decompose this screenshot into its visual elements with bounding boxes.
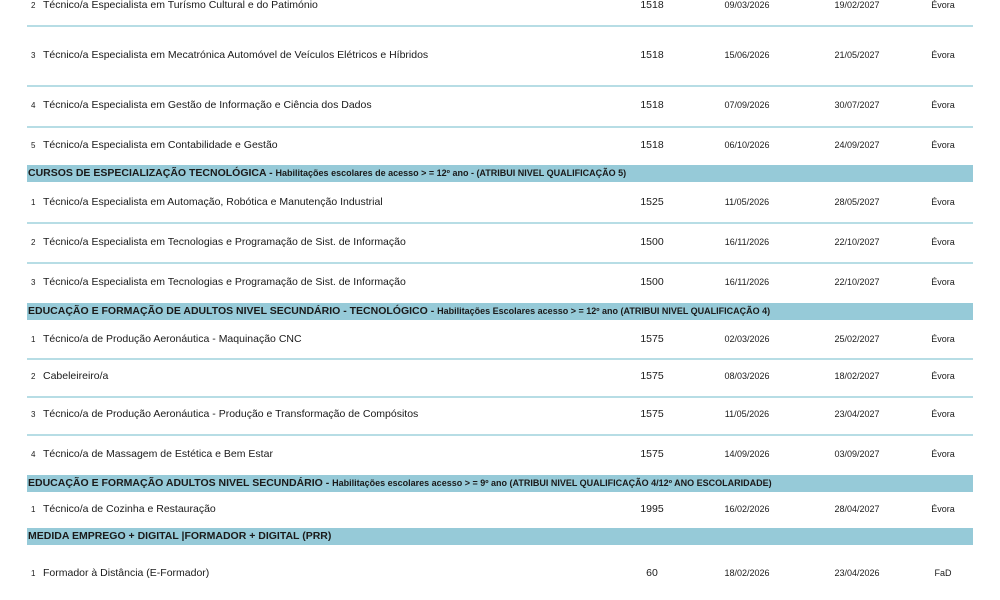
row-divider xyxy=(27,126,973,128)
table-row xyxy=(27,139,973,164)
table-row xyxy=(27,567,973,591)
row-number: 4 xyxy=(31,101,36,110)
row-number: 2 xyxy=(31,238,36,247)
row-divider xyxy=(27,396,973,398)
location: FaD xyxy=(934,568,952,578)
table-row xyxy=(27,370,973,400)
course-name: Técnico/a Especialista em Mecatrónica Automóvel de Veículos Elétricos e Híbridos xyxy=(43,49,429,61)
table-row xyxy=(27,503,973,527)
course-name: Técnico/a Especialista em Gestão de Informação e Ciência dos Dados xyxy=(43,99,372,111)
course-hours: 1500 xyxy=(640,236,664,248)
course-name: Técnico/a de Cozinha e Restauração xyxy=(43,503,216,515)
row-number: 2 xyxy=(31,372,36,381)
location: Évora xyxy=(931,277,955,287)
table-row xyxy=(27,0,973,27)
location: Évora xyxy=(931,504,955,514)
end-date: 23/04/2027 xyxy=(834,409,880,419)
row-number: 2 xyxy=(31,1,36,10)
course-hours: 1518 xyxy=(640,99,664,111)
end-date: 19/02/2027 xyxy=(834,0,880,10)
course-hours: 60 xyxy=(646,567,658,579)
row-divider xyxy=(27,85,973,87)
start-date: 07/09/2026 xyxy=(724,100,770,110)
course-name: Técnico/a Especialista em Automação, Robótica e Manutenção Industrial xyxy=(43,196,383,208)
row-number: 1 xyxy=(31,335,36,344)
location: Évora xyxy=(931,140,955,150)
row-number: 3 xyxy=(31,51,36,60)
table-row xyxy=(27,408,973,438)
section-title: EDUCAÇÃO E FORMAÇÃO DE ADULTOS NIVEL SECUNDÁRIO - TECNOLÓGICO - xyxy=(28,305,438,317)
section-detail: Habilitações escolares acesso > = 9º ano (ATRIBUI NIVEL QUALIFICAÇÃO 4/12º ANO ESCOLARIDADE) xyxy=(332,478,772,488)
end-date: 28/04/2027 xyxy=(834,504,880,514)
location: Évora xyxy=(931,334,955,344)
start-date: 11/05/2026 xyxy=(724,409,770,419)
section-header xyxy=(27,475,973,492)
course-hours: 1575 xyxy=(640,333,664,345)
end-date: 22/10/2027 xyxy=(834,277,880,287)
location: Évora xyxy=(931,197,955,207)
table-row xyxy=(27,99,973,129)
row-number: 3 xyxy=(31,278,36,287)
end-date: 03/09/2027 xyxy=(834,449,880,459)
course-hours: 1575 xyxy=(640,408,664,420)
end-date: 18/02/2027 xyxy=(834,371,880,381)
course-hours: 1575 xyxy=(640,448,664,460)
course-hours: 1518 xyxy=(640,49,664,61)
row-number: 5 xyxy=(31,141,36,150)
course-hours: 1575 xyxy=(640,370,664,382)
row-divider xyxy=(27,434,973,436)
course-name: Técnico/a Especialista em Turísmo Cultural e do Patimónio xyxy=(43,0,318,11)
end-date: 22/10/2027 xyxy=(834,237,880,247)
end-date: 24/09/2027 xyxy=(834,140,880,150)
start-date: 02/03/2026 xyxy=(724,334,770,344)
location: Évora xyxy=(931,371,955,381)
start-date: 14/09/2026 xyxy=(724,449,770,459)
course-name: Técnico/a Especialista em Tecnologias e Programação de Sist. de Informação xyxy=(43,276,406,288)
table-row xyxy=(27,196,973,226)
start-date: 09/03/2026 xyxy=(724,0,770,10)
table-row xyxy=(27,333,973,363)
course-hours: 1518 xyxy=(640,139,664,151)
section-title: MEDIDA EMPREGO + DIGITAL |FORMADOR + DIGITAL (PRR) xyxy=(28,530,332,542)
course-name: Técnico/a de Massagem de Estética e Bem Estar xyxy=(43,448,273,460)
row-divider xyxy=(27,25,973,27)
row-divider xyxy=(27,358,973,360)
course-name: Técnico/a Especialista em Tecnologias e Programação de Sist. de Informação xyxy=(43,236,406,248)
table-row xyxy=(27,49,973,89)
start-date: 06/10/2026 xyxy=(724,140,770,150)
start-date: 18/02/2026 xyxy=(724,568,770,578)
section-header xyxy=(27,528,973,545)
end-date: 30/07/2027 xyxy=(834,100,880,110)
table-row xyxy=(27,276,973,301)
start-date: 15/06/2026 xyxy=(724,50,770,60)
location: Évora xyxy=(931,449,955,459)
row-divider xyxy=(27,262,973,264)
section-header xyxy=(27,165,973,182)
course-hours: 1500 xyxy=(640,276,664,288)
course-name: Técnico/a Especialista em Contabilidade e Gestão xyxy=(43,139,278,151)
location: Évora xyxy=(931,100,955,110)
start-date: 08/03/2026 xyxy=(724,371,770,381)
section-title: CURSOS DE ESPECIALIZAÇÃO TECNOLÓGICA - xyxy=(28,167,276,179)
location: Évora xyxy=(931,409,955,419)
row-number: 1 xyxy=(31,505,36,514)
start-date: 16/02/2026 xyxy=(724,504,770,514)
end-date: 23/04/2026 xyxy=(834,568,880,578)
table-row xyxy=(27,448,973,473)
section-title: EDUCAÇÃO E FORMAÇÃO ADULTOS NIVEL SECUNDÁRIO - xyxy=(28,477,333,489)
row-number: 1 xyxy=(31,569,36,578)
end-date: 25/02/2027 xyxy=(834,334,880,344)
start-date: 16/11/2026 xyxy=(724,237,770,247)
section-header xyxy=(27,303,973,320)
end-date: 28/05/2027 xyxy=(834,197,880,207)
start-date: 11/05/2026 xyxy=(724,197,770,207)
course-hours: 1518 xyxy=(640,0,664,11)
course-hours: 1525 xyxy=(640,196,664,208)
course-name: Formador à Distância (E-Formador) xyxy=(43,567,210,579)
row-number: 3 xyxy=(31,410,36,419)
table-row xyxy=(27,236,973,266)
course-name: Técnico/a de Produção Aeronáutica - Produção e Transformação de Compósitos xyxy=(43,408,419,420)
row-number: 4 xyxy=(31,450,36,459)
row-divider xyxy=(27,222,973,224)
course-name: Técnico/a de Produção Aeronáutica - Maquinação CNC xyxy=(43,333,302,345)
location: Évora xyxy=(931,50,955,60)
section-detail: Habilitações Escolares acesso > = 12º ano (ATRIBUI NIVEL QUALIFICAÇÃO 4) xyxy=(437,306,771,316)
course-hours: 1995 xyxy=(640,503,664,515)
section-detail: Habilitações escolares de acesso > = 12º ano - (ATRIBUI NIVEL QUALIFICAÇÃO 5) xyxy=(275,168,627,178)
row-number: 1 xyxy=(31,198,36,207)
end-date: 21/05/2027 xyxy=(834,50,880,60)
course-name: Cabeleireiro/a xyxy=(43,370,109,382)
start-date: 16/11/2026 xyxy=(724,277,770,287)
location: Évora xyxy=(931,0,955,10)
location: Évora xyxy=(931,237,955,247)
